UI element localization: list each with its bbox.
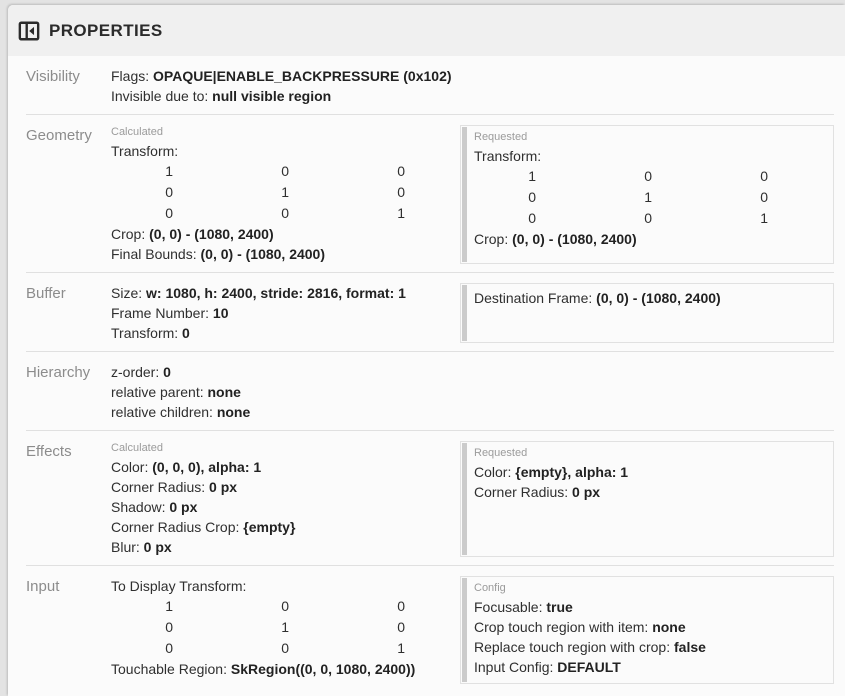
section-buffer [26, 273, 834, 352]
matrix-cell: 0 [281, 163, 289, 179]
matrix-cell: 1 [281, 184, 289, 200]
group-title: Requested [474, 447, 528, 459]
visibility-calculated-group [111, 66, 834, 106]
property-row [474, 617, 823, 637]
property-label: To Display Transform: [111, 578, 247, 594]
property-row [111, 576, 452, 596]
property-label: relative children: [111, 404, 213, 420]
geometry-requested-box [460, 125, 834, 264]
matrix-cell: 0 [760, 168, 768, 184]
property-row [111, 323, 452, 343]
property-value: true [542, 599, 573, 615]
box-content [461, 284, 833, 314]
property-row [111, 303, 452, 323]
matrix-cell: 1 [281, 619, 289, 635]
property-label: Crop: [111, 226, 146, 242]
section-label: Buffer [26, 285, 66, 302]
property-value: 0 [178, 325, 190, 341]
property-row [111, 517, 452, 537]
property-label: Replace touch region with crop: [474, 639, 671, 655]
matrix-cell: 1 [165, 163, 173, 179]
property-row [111, 477, 452, 497]
input-requested-box [460, 576, 834, 684]
property-label: Blur: [111, 539, 140, 555]
property-label: Focusable: [474, 599, 543, 615]
matrix-cell: 1 [397, 640, 405, 656]
box-content [461, 577, 833, 683]
matrix-cell: 0 [281, 598, 289, 614]
property-value: none [212, 404, 251, 420]
hierarchy-calculated-group [111, 362, 834, 422]
effects-calculated-group [111, 441, 460, 557]
property-label: z-order: [111, 364, 160, 380]
section-label: Geometry [26, 127, 92, 144]
geometry-requested-transform-matrix [474, 166, 823, 229]
property-label: Shadow: [111, 499, 166, 515]
property-label: Corner Radius: [474, 484, 569, 500]
box-scrollbar[interactable] [462, 127, 467, 262]
property-row [474, 229, 823, 249]
property-value: {empty} [239, 519, 296, 535]
property-row [474, 637, 823, 657]
property-row [474, 288, 823, 308]
box-scrollbar[interactable] [462, 443, 467, 555]
property-label: Corner Radius Crop: [111, 519, 240, 535]
property-value: 0 px [165, 499, 198, 515]
buffer-requested-box [460, 283, 834, 343]
section-effects [26, 431, 834, 566]
property-row [111, 362, 826, 382]
property-label: Touchable Region: [111, 661, 227, 677]
input-calculated-transform-matrix [111, 596, 452, 659]
property-label: Input Config: [474, 659, 554, 675]
property-row [474, 462, 823, 482]
property-value: (0, 0) - (1080, 2400) [592, 290, 721, 306]
matrix-cell: 0 [528, 210, 536, 226]
property-value: (0, 0) - (1080, 2400) [508, 231, 637, 247]
matrix-row [111, 161, 452, 182]
matrix-cell: 1 [397, 205, 405, 221]
matrix-cell: 0 [397, 184, 405, 200]
matrix-cell: 0 [528, 189, 536, 205]
property-value: 0 px [139, 539, 172, 555]
matrix-cell: 1 [760, 210, 768, 226]
matrix-cell: 0 [397, 598, 405, 614]
property-label: Crop: [474, 231, 509, 247]
matrix-cell: 0 [760, 189, 768, 205]
matrix-row [474, 166, 823, 187]
property-value: none [203, 384, 241, 400]
property-value: {empty}, alpha: 1 [511, 464, 629, 480]
matrix-cell: 0 [165, 619, 173, 635]
property-label: Crop touch region with item: [474, 619, 649, 635]
group-title: Calculated [111, 126, 163, 138]
property-label: Final Bounds: [111, 246, 197, 262]
property-value: w: 1080, h: 2400, stride: 2816, format: 1 [142, 285, 406, 301]
property-value: SkRegion((0, 0, 1080, 2400)) [226, 661, 416, 677]
matrix-row [111, 617, 452, 638]
matrix-cell: 1 [528, 168, 536, 184]
section-visibility [26, 56, 834, 115]
section-label: Effects [26, 443, 72, 460]
property-label: Destination Frame: [474, 290, 593, 306]
matrix-cell: 0 [165, 640, 173, 656]
box-content [461, 126, 833, 255]
matrix-cell: 0 [644, 168, 652, 184]
matrix-row [111, 596, 452, 617]
box-content [461, 442, 833, 508]
property-label: Frame Number: [111, 305, 210, 321]
property-label: Transform: [111, 325, 179, 341]
box-scrollbar[interactable] [462, 285, 467, 341]
geometry-calculated-transform-matrix [111, 161, 452, 224]
property-row [111, 66, 826, 86]
property-value: null visible region [208, 88, 332, 104]
property-row [111, 659, 452, 679]
buffer-calculated-group [111, 283, 460, 343]
matrix-cell: 0 [644, 210, 652, 226]
group-title: Config [474, 582, 506, 594]
property-label: Transform: [111, 143, 179, 159]
matrix-cell: 0 [281, 205, 289, 221]
input-calculated-group [111, 576, 460, 679]
matrix-row [111, 638, 452, 659]
property-row [111, 402, 826, 422]
properties-panel [8, 5, 845, 696]
property-value: (0, 0) - (1080, 2400) [196, 246, 326, 262]
matrix-row [474, 187, 823, 208]
section-label: Visibility [26, 68, 80, 85]
matrix-cell: 0 [397, 619, 405, 635]
properties-header [8, 5, 845, 56]
property-label: Flags: [111, 68, 150, 84]
matrix-row [111, 182, 452, 203]
property-value: (0, 0, 0), alpha: 1 [148, 459, 262, 475]
property-label: Color: [111, 459, 149, 475]
property-row [111, 244, 452, 264]
property-label: Invisible due to: [111, 88, 209, 104]
property-row [111, 224, 452, 244]
effects-requested-box [460, 441, 834, 557]
section-label: Hierarchy [26, 364, 91, 381]
property-row [474, 597, 823, 617]
property-row [111, 497, 452, 517]
matrix-row [474, 208, 823, 229]
property-row [111, 141, 452, 161]
property-row [474, 146, 823, 166]
section-label: Input [26, 578, 60, 595]
property-label: Color: [474, 464, 512, 480]
matrix-row [111, 203, 452, 224]
section-geometry [26, 115, 834, 273]
property-value: none [648, 619, 686, 635]
matrix-cell: 0 [165, 205, 173, 221]
section-input [26, 566, 834, 692]
property-value: 0 px [568, 484, 601, 500]
geometry-calculated-group [111, 125, 460, 264]
properties-sections [8, 56, 845, 692]
property-value: (0, 0) - (1080, 2400) [145, 226, 274, 242]
property-row [111, 537, 452, 557]
group-title: Requested [474, 131, 528, 143]
page-title: PROPERTIES [49, 20, 163, 40]
collapse-panel-icon[interactable] [17, 19, 41, 43]
property-label: Corner Radius: [111, 479, 206, 495]
group-title: Calculated [111, 442, 163, 454]
property-value: DEFAULT [553, 659, 621, 675]
property-row [111, 86, 826, 106]
property-row [474, 657, 823, 677]
property-row [111, 382, 826, 402]
property-value: 0 [159, 364, 171, 380]
property-row [111, 283, 452, 303]
property-value: 0 px [205, 479, 238, 495]
matrix-cell: 0 [165, 184, 173, 200]
section-hierarchy [26, 352, 834, 431]
property-value: 10 [209, 305, 229, 321]
property-row [474, 482, 823, 502]
box-scrollbar[interactable] [462, 578, 467, 682]
property-label: relative parent: [111, 384, 204, 400]
matrix-cell: 1 [165, 598, 173, 614]
property-label: Transform: [474, 148, 542, 164]
matrix-cell: 0 [281, 640, 289, 656]
property-label: Size: [111, 285, 143, 301]
matrix-cell: 0 [397, 163, 405, 179]
property-value: OPAQUE|ENABLE_BACKPRESSURE (0x102) [149, 68, 452, 84]
property-row [111, 457, 452, 477]
matrix-cell: 1 [644, 189, 652, 205]
property-value: false [670, 639, 706, 655]
